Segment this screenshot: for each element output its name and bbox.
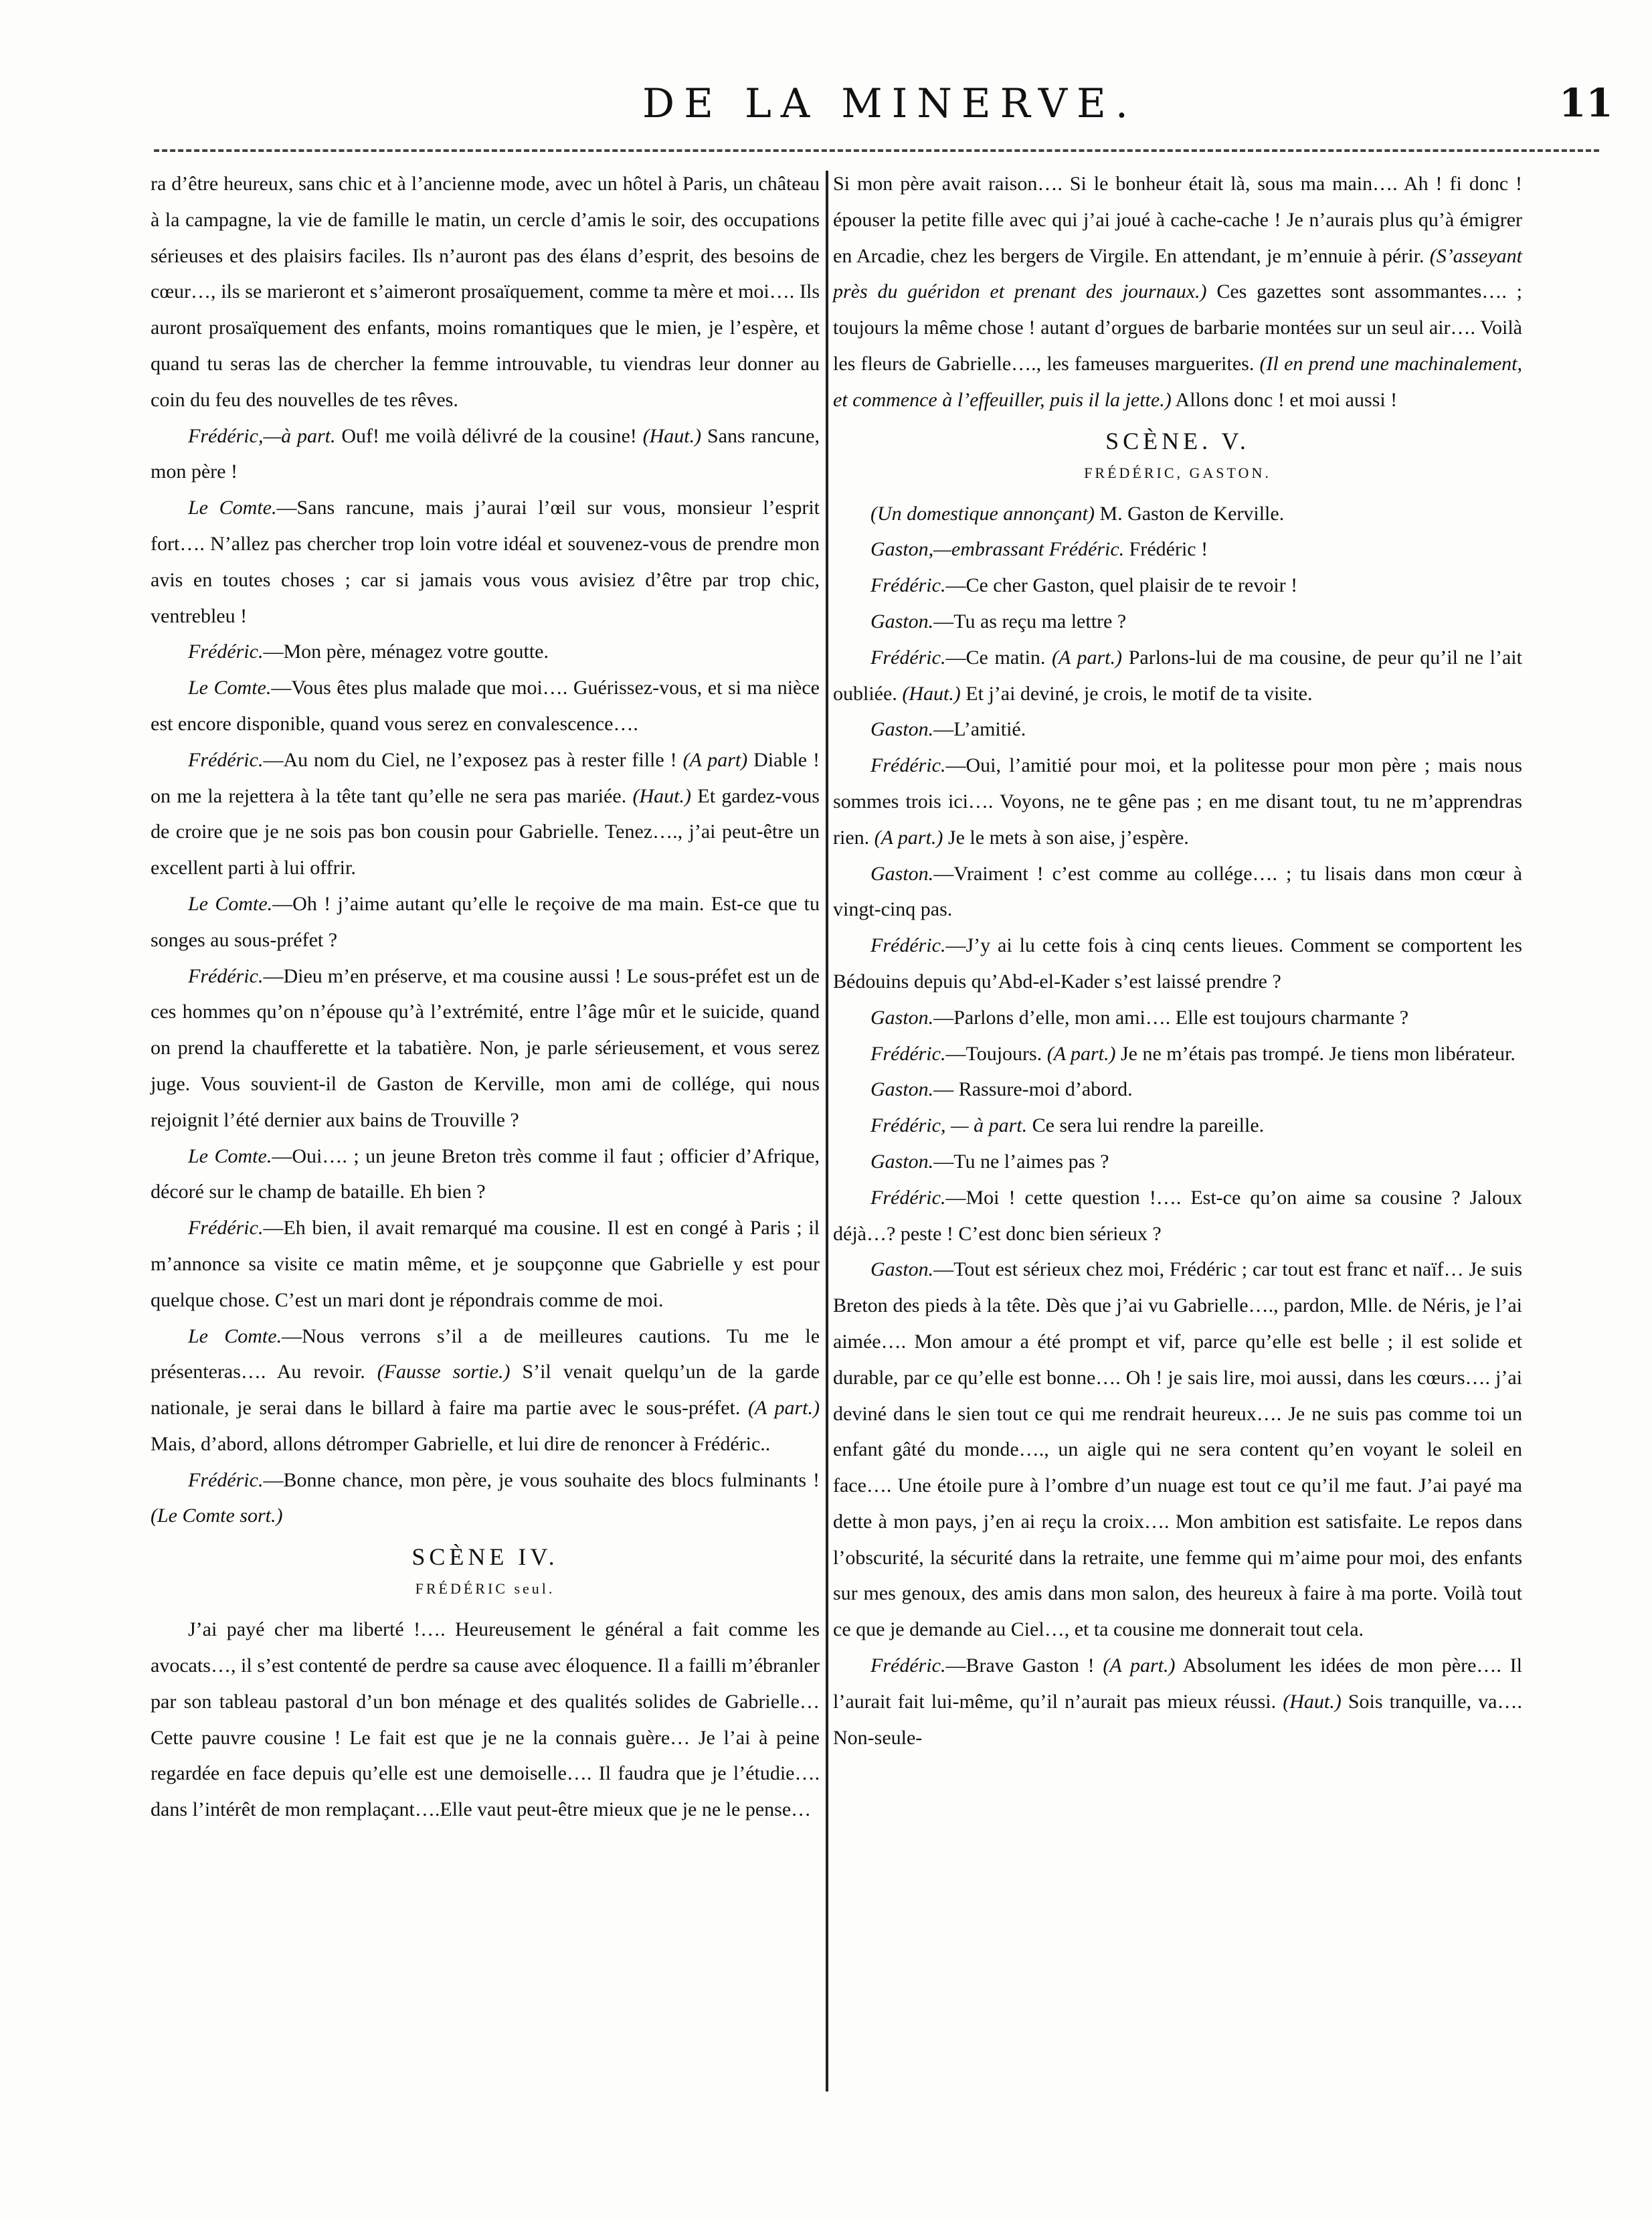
speaker: Frédéric. (188, 748, 264, 771)
speaker: Le Comte. (188, 677, 272, 699)
speaker: Frédéric, — à part. (870, 1114, 1028, 1137)
speaker: Frédéric. (870, 1186, 946, 1209)
scene-heading: SCÈNE IV. (411, 1543, 559, 1571)
paragraph: Frédéric.—Bonne chance, mon père, je vous souhaite des blocs fulminants ! (Le Comte sort.) (151, 1468, 820, 1527)
speaker: Le Comte. (188, 892, 273, 915)
paragraph: Gaston.—Parlons d’elle, mon ami…. Elle est toujours charmante ? (870, 1006, 1409, 1029)
stage-direction: (A part) (682, 748, 748, 771)
paragraph: Frédéric.—Ce cher Gaston, quel plaisir de te revoir ! (870, 574, 1298, 597)
speaker: Le Comte. (188, 1325, 282, 1347)
stage-direction: (A part.) (1103, 1654, 1176, 1677)
paragraph: Frédéric.—Moi ! cette question !…. Est-ce qu’on aime sa cousine ? Jaloux déjà…? peste ! C’est donc bien sérieux ? (833, 1186, 1522, 1245)
paragraph: Frédéric.—Au nom du Ciel, ne l’exposez pas à rester fille ! (A part) Diable ! on me la rejettera à la tête tant qu’elle ne sera pas mariée. (Haut.) Et gardez-vous de croire que je ne sois pas bon cousin pour Gabrielle. Tenez…., j’ai peut-être un excellent parti à lui offrir. (151, 748, 820, 879)
paragraph: Si mon père avait raison…. Si le bonheur était là, sous ma main…. Ah ! fi donc ! épouser la petite fille avec qui j’ai joué à cache-cache ! Je n’aurais plus qu’à émigrer en Arcadie, chez les bergers de Virgile. En attendant, je m’ennuie à périr. (S’asseyant près du guéridon et prenant des journaux.) Ces gazettes sont assommantes…. ; toujours la même chose ! autant d’orgues de barbarie montées sur un seul air…. Voilà les fleurs de Gabrielle…., les fameuses marguerites. (Il en prend une machinalement, et commence à l’effeuiller, puis il la jette.) Allons donc ! et moi aussi ! (833, 173, 1522, 411)
left-column (151, 166, 820, 1828)
speaker: Gaston. (870, 1150, 934, 1173)
paragraph: Le Comte.—Nous verrons s’il a de meilleures cautions. Tu me le présenteras…. Au revoir. (Fausse sortie.) S’il venait quelqu’un de la garde nationale, je serai dans le billard à faire ma partie avec le sous-préfet. (A part.) Mais, d’abord, allons détromper Gabrielle, et lui dire de renoncer à Frédéric.. (151, 1325, 820, 1455)
paragraph: Frédéric.—Eh bien, il avait remarqué ma cousine. Il est en congé à Paris ; il m’annonce sa visite ce matin même, et je soupçonne que Gabrielle y est pour quelque chose. C’est un mari dont je répondrais comme de moi. (151, 1217, 820, 1311)
speaker: Frédéric. (870, 646, 946, 669)
speaker: Gaston. (870, 1258, 934, 1281)
stage-direction: (Fausse sortie.) (377, 1361, 511, 1383)
speaker: Gaston. (870, 610, 934, 632)
stage-direction: (A part.) (1046, 1042, 1116, 1065)
speaker: Frédéric. (870, 754, 946, 777)
paragraph: Le Comte.—Oh ! j’aime autant qu’elle le reçoive de ma main. Est-ce que tu songes au sous-préfet ? (151, 892, 820, 951)
paragraph: Le Comte.—Oui…. ; un jeune Breton très comme il faut ; officier d’Afrique, décoré sur le champ de bataille. Eh bien ? (151, 1144, 820, 1203)
scene-characters: FRÉDÉRIC seul. (415, 1580, 555, 1598)
paragraph: (Un domestique annonçant) M. Gaston de Kerville. (870, 502, 1285, 525)
paragraph: Frédéric.—Toujours. (A part.) Je ne m’étais pas trompé. Je tiens mon libérateur. (870, 1042, 1516, 1065)
stage-direction: (Haut.) (1283, 1690, 1342, 1713)
stage-direction: (A part.) (748, 1397, 820, 1420)
paragraph: Frédéric.—Ce matin. (A part.) Parlons-lui de ma cousine, de peur qu’il ne l’ait oubliée. (Haut.) Et j’ai deviné, je crois, le motif de ta visite. (833, 646, 1522, 705)
speaker: Frédéric. (188, 1468, 264, 1491)
speaker: Gaston. (870, 862, 934, 885)
stage-direction: (Haut.) (902, 682, 961, 705)
paragraph: ra d’être heureux, sans chic et à l’ancienne mode, avec un hôtel à Paris, un château à la campagne, la vie de famille le matin, un cercle d’amis le soir, des occupations sérieuses et des plaisirs faciles. Ils n’auront pas des élans d’esprit, des besoins de cœur…, ils se marieront et s’aimeront prosaïquement, comme ta mère et moi…. Ils auront prosaïquement des enfants, moins romantiques que le mien, je l’espère, et quand tu seras las de chercher la femme introuvable, tu viendras leur donner au coin du feu des nouvelles de tes rêves. (151, 173, 820, 411)
paragraph: Le Comte.—Vous êtes plus malade que moi…. Guérissez-vous, et si ma nièce est encore disponible, quand vous serez en convalescence…. (151, 677, 820, 735)
paragraph: Frédéric, — à part. Ce sera lui rendre la pareille. (870, 1114, 1265, 1137)
paragraph: Frédéric.—J’y ai lu cette fois à cinq cents lieues. Comment se comportent les Bédouins depuis qu’Abd-el-Kader s’est laissé prendre ? (833, 934, 1522, 993)
speaker: Frédéric. (870, 574, 946, 597)
paragraph: Frédéric.—Brave Gaston ! (A part.) Absolument les idées de mon père…. Il l’aurait fait lui-même, qu’il n’aurait pas mieux réussi. (Haut.) Sois tranquille, va…. Non-seule- (833, 1654, 1522, 1749)
speaker: Frédéric. (188, 641, 264, 663)
paragraph: Gaston.— Rassure-moi d’abord. (870, 1078, 1133, 1101)
paragraph: Frédéric.—Mon père, ménagez votre goutte. (188, 641, 549, 663)
page-number: 11 (1559, 80, 1613, 126)
stage-direction: (S’asseyant près du guéridon et prenant des journaux.) (833, 244, 1522, 303)
paragraph: Frédéric.—Oui, l’amitié pour moi, et la politesse pour mon père ; mais nous sommes trois ici…. Voyons, ne te gêne pas ; en me disant tout, tu ne m’apprendras rien. (A part.) Je le mets à son aise, j’espère. (833, 754, 1522, 849)
paragraph: Frédéric,—à part. Ouf! me voilà délivré de la cousine! (Haut.) Sans rancune, mon père ! (151, 424, 820, 483)
stage-direction: (Un domestique annonçant) (870, 502, 1095, 525)
paragraph: J’ai payé cher ma liberté !…. Heureusement le général a fait comme les avocats…, il s’est contenté de perdre sa cause avec éloquence. Il a failli m’ébranler par son tableau pastoral d’un bon ménage et des qualités solides de Gabrielle… Cette pauvre cousine ! Le fait est que je ne la connais guère… Je l’ai à peine regardée en face depuis qu’elle est une demoiselle…. Il faudra que je l’étudie…. dans l’intérêt de mon remplaçant….Elle vaut peut-être mieux que je ne le pense… (151, 1618, 820, 1821)
column-rule (826, 171, 828, 2091)
paragraph: Gaston.—Tu as reçu ma lettre ? (870, 610, 1127, 632)
speaker: Gaston. (870, 718, 934, 741)
paragraph: Gaston.—Tu ne l’aimes pas ? (870, 1150, 1109, 1173)
speaker: Frédéric. (188, 964, 264, 987)
stage-direction: (Haut.) (632, 784, 691, 807)
speaker: Gaston. (870, 1006, 934, 1029)
running-head: DE LA MINERVE. (642, 80, 1137, 127)
paragraph: Gaston.—Vraiment ! c’est comme au collége…. ; tu lisais dans mon cœur à vingt-cinq pas. (833, 862, 1522, 921)
stage-direction: (A part.) (1052, 646, 1122, 669)
speaker: Gaston. (870, 1078, 934, 1101)
speaker: Frédéric. (188, 1217, 264, 1240)
scene-heading: SCÈNE. V. (1105, 427, 1250, 454)
paragraph: Gaston,—embrassant Frédéric. Frédéric ! (870, 538, 1208, 561)
paragraph: Frédéric.—Dieu m’en préserve, et ma cousine aussi ! Le sous-préfet est un de ces hommes qu’on n’épouse qu’à l’extrémité, entre l’âge mûr et le suicide, quand on prend la chaufferette et la tabatière. Non, je parle sérieusement, et vous serez juge. Vous souvient-il de Gaston de Kerville, mon ami de collége, qui nous rejoignit l’été dernier aux bains de Trouville ? (151, 964, 820, 1131)
stage-direction: (Haut.) (642, 424, 702, 447)
stage-direction: (Le Comte sort.) (151, 1505, 283, 1527)
paragraph: Le Comte.—Sans rancune, mais j’aurai l’œil sur vous, monsieur l’esprit fort…. N’allez pas chercher trop loin votre idéal et souvenez-vous de prendre mon avis en toutes choses ; car si jamais vous vous avisiez d’être par trop chic, ventrebleu ! (151, 497, 820, 627)
stage-direction: (A part.) (874, 826, 943, 849)
right-column (833, 166, 1522, 1756)
speaker: Le Comte. (188, 497, 277, 519)
speaker: Frédéric. (870, 1654, 946, 1677)
speaker: Frédéric. (870, 934, 946, 957)
speaker: Gaston,—embrassant Frédéric. (870, 538, 1125, 561)
speaker: Frédéric,—à part. (188, 424, 336, 447)
stage-direction: (Il en prend une machinalement, et commence à l’effeuiller, puis il la jette.) (833, 352, 1522, 411)
header-rule (154, 149, 1599, 152)
paragraph: Gaston.—L’amitié. (870, 718, 1026, 741)
speaker: Le Comte. (188, 1144, 272, 1167)
speaker: Frédéric. (870, 1042, 946, 1065)
scene-characters: FRÉDÉRIC, GASTON. (1084, 464, 1271, 481)
paragraph: Gaston.—Tout est sérieux chez moi, Frédéric ; car tout est franc et naïf… Je suis Breton des pieds à la tête. Dès que j’ai vu Gabrielle…., pardon, Mlle. de Néris, je l’ai aimée…. Mon amour a été prompt et vif, parce qu’elle est belle ; il est solide et durable, par ce qu’elle est bonne…. Oh ! je sais lire, moi aussi, dans les cœurs…. j’ai deviné dans le sien tout ce qui me rendrait heureux…. Je ne suis pas comme toi un enfant gâté du monde…., un aigle qui ne sera content qu’en voyant le soleil en face…. Une étoile pure à l’ombre d’un nuage est tout ce qu’il me faut. J’ai payé ma dette à mon pays, j’en ai reçu la croix…. Mon ambition est satisfaite. Le repos dans l’obscurité, la sécurité dans la retraite, une femme qui m’aime pour moi, des enfants sur mes genoux, des amis dans mon salon, des heureux à faire à ma porte. Voilà tout ce que je demande au Ciel…, et ta cousine me donnerait tout cela. (833, 1258, 1522, 1641)
